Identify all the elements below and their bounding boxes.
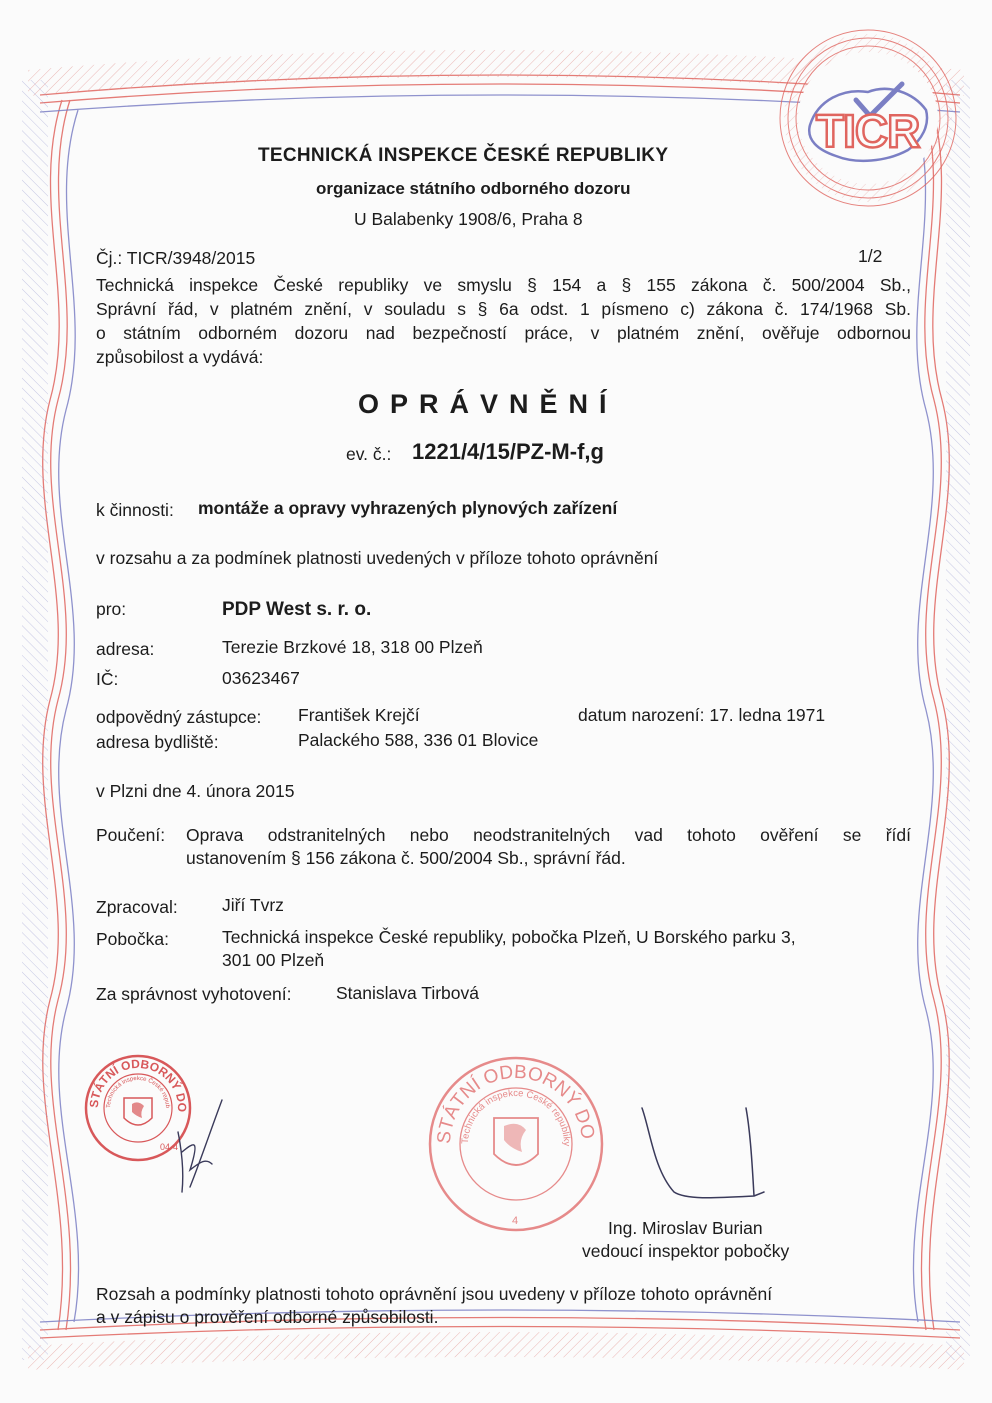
- signatory-role: vedoucí inspektor pobočky: [582, 1241, 790, 1261]
- org-address: U Balabenky 1908/6, Praha 8: [354, 209, 583, 229]
- stamp-large-inner-text: Technická inspekce České republiky: [459, 1087, 573, 1147]
- stamp-small-arc-text: STÁTNÍ ODBORNÝ DO: [86, 1056, 190, 1113]
- holder-address-value: Terezie Brzkové 18, 318 00 Plzeň: [222, 637, 483, 657]
- signatory-name: Ing. Miroslav Burian: [608, 1218, 763, 1238]
- representative-birth: datum narození: 17. ledna 1971: [578, 705, 826, 725]
- residence-value: Palackého 588, 336 01 Blovice: [298, 730, 539, 750]
- representative-name: František Krejčí: [298, 705, 420, 725]
- residence-label: adresa bydliště:: [96, 732, 219, 752]
- intro-line-4: způsobilost a vydává:: [96, 347, 264, 367]
- org-subtitle: organizace státního odborného dozoru: [316, 179, 631, 198]
- handwritten-signature-right: [636, 1100, 786, 1210]
- stamp-small-number: 04-4: [160, 1142, 179, 1152]
- ev-number-label: ev. č.:: [346, 444, 392, 464]
- footer-line-2: a v zápisu o prověření odborné způsobilosti.: [96, 1307, 439, 1327]
- handwritten-signature-left: [160, 1092, 250, 1202]
- branch-line-1: Technická inspekce České republiky, pobočka Plzeň, U Borského parku 3,: [222, 927, 796, 947]
- stamp-small-inner-text: Technická inspekce České repub: [105, 1075, 171, 1109]
- activity-value: montáže a opravy vyhrazených plynových zařízení: [198, 498, 618, 518]
- scope-text: v rozsahu a za podmínek platnosti uvedených v příloze tohoto oprávnění: [96, 548, 659, 568]
- ev-number-value: 1221/4/15/PZ-M-f,g: [412, 439, 604, 464]
- activity-label: k činnosti:: [96, 500, 174, 520]
- holder-address-label: adresa:: [96, 639, 155, 659]
- page-number: 1/2: [858, 246, 883, 266]
- holder-ic-value: 03623467: [222, 668, 300, 688]
- official-stamp-large: [424, 1052, 608, 1236]
- logo-text: TICR: [816, 105, 920, 157]
- ticr-logo: [798, 70, 938, 180]
- correctness-value: Stanislava Tirbová: [336, 983, 479, 1003]
- holder-ic-label: IČ:: [96, 669, 119, 689]
- branch-line-2: 301 00 Plzeň: [222, 950, 325, 970]
- processed-value: Jiří Tvrz: [222, 895, 284, 915]
- notice-line-2: ustanovením § 156 zákona č. 500/2004 Sb., správní řád.: [186, 848, 626, 868]
- notice-line-1: Oprava odstranitelných nebo neodstranitelných vad tohoto ověření se řídí: [186, 825, 911, 845]
- reference-number: Čj.: TICR/3948/2015: [96, 248, 256, 268]
- notice-label: Poučení:: [96, 825, 166, 845]
- holder-label: pro:: [96, 599, 127, 619]
- org-name: TECHNICKÁ INSPEKCE ČESKÉ REPUBLIKY: [258, 145, 669, 166]
- stamp-large-number: 4: [512, 1215, 519, 1227]
- intro-line-1: Technická inspekce České republiky ve smyslu § 154 a § 155 zákona č. 500/2004 Sb.,: [96, 275, 911, 295]
- representative-label: odpovědný zástupce:: [96, 707, 262, 727]
- stamp-large-arc-text: STÁTNÍ ODBORNÝ DO: [433, 1061, 599, 1145]
- processed-label: Zpracoval:: [96, 897, 178, 917]
- correctness-label: Za správnost vyhotovení:: [96, 984, 292, 1004]
- footer-line-1: Rozsah a podmínky platnosti tohoto oprávnění jsou uvedeny v příloze tohoto oprávnění: [96, 1284, 773, 1304]
- holder-name: PDP West s. r. o.: [222, 599, 372, 620]
- intro-line-2: Správní řád, v platném znění, v souladu s § 6a odst. 1 písmeno c) zákona č. 174/1968 Sb.: [96, 299, 911, 319]
- document-title: OPRÁVNĚNÍ: [358, 389, 618, 419]
- date-place: v Plzni dne 4. února 2015: [96, 781, 295, 801]
- intro-line-3: o státním odborném dozoru nad bezpečností práce, v platném znění, ověřuje odbornou: [96, 323, 911, 343]
- branch-label: Pobočka:: [96, 929, 169, 949]
